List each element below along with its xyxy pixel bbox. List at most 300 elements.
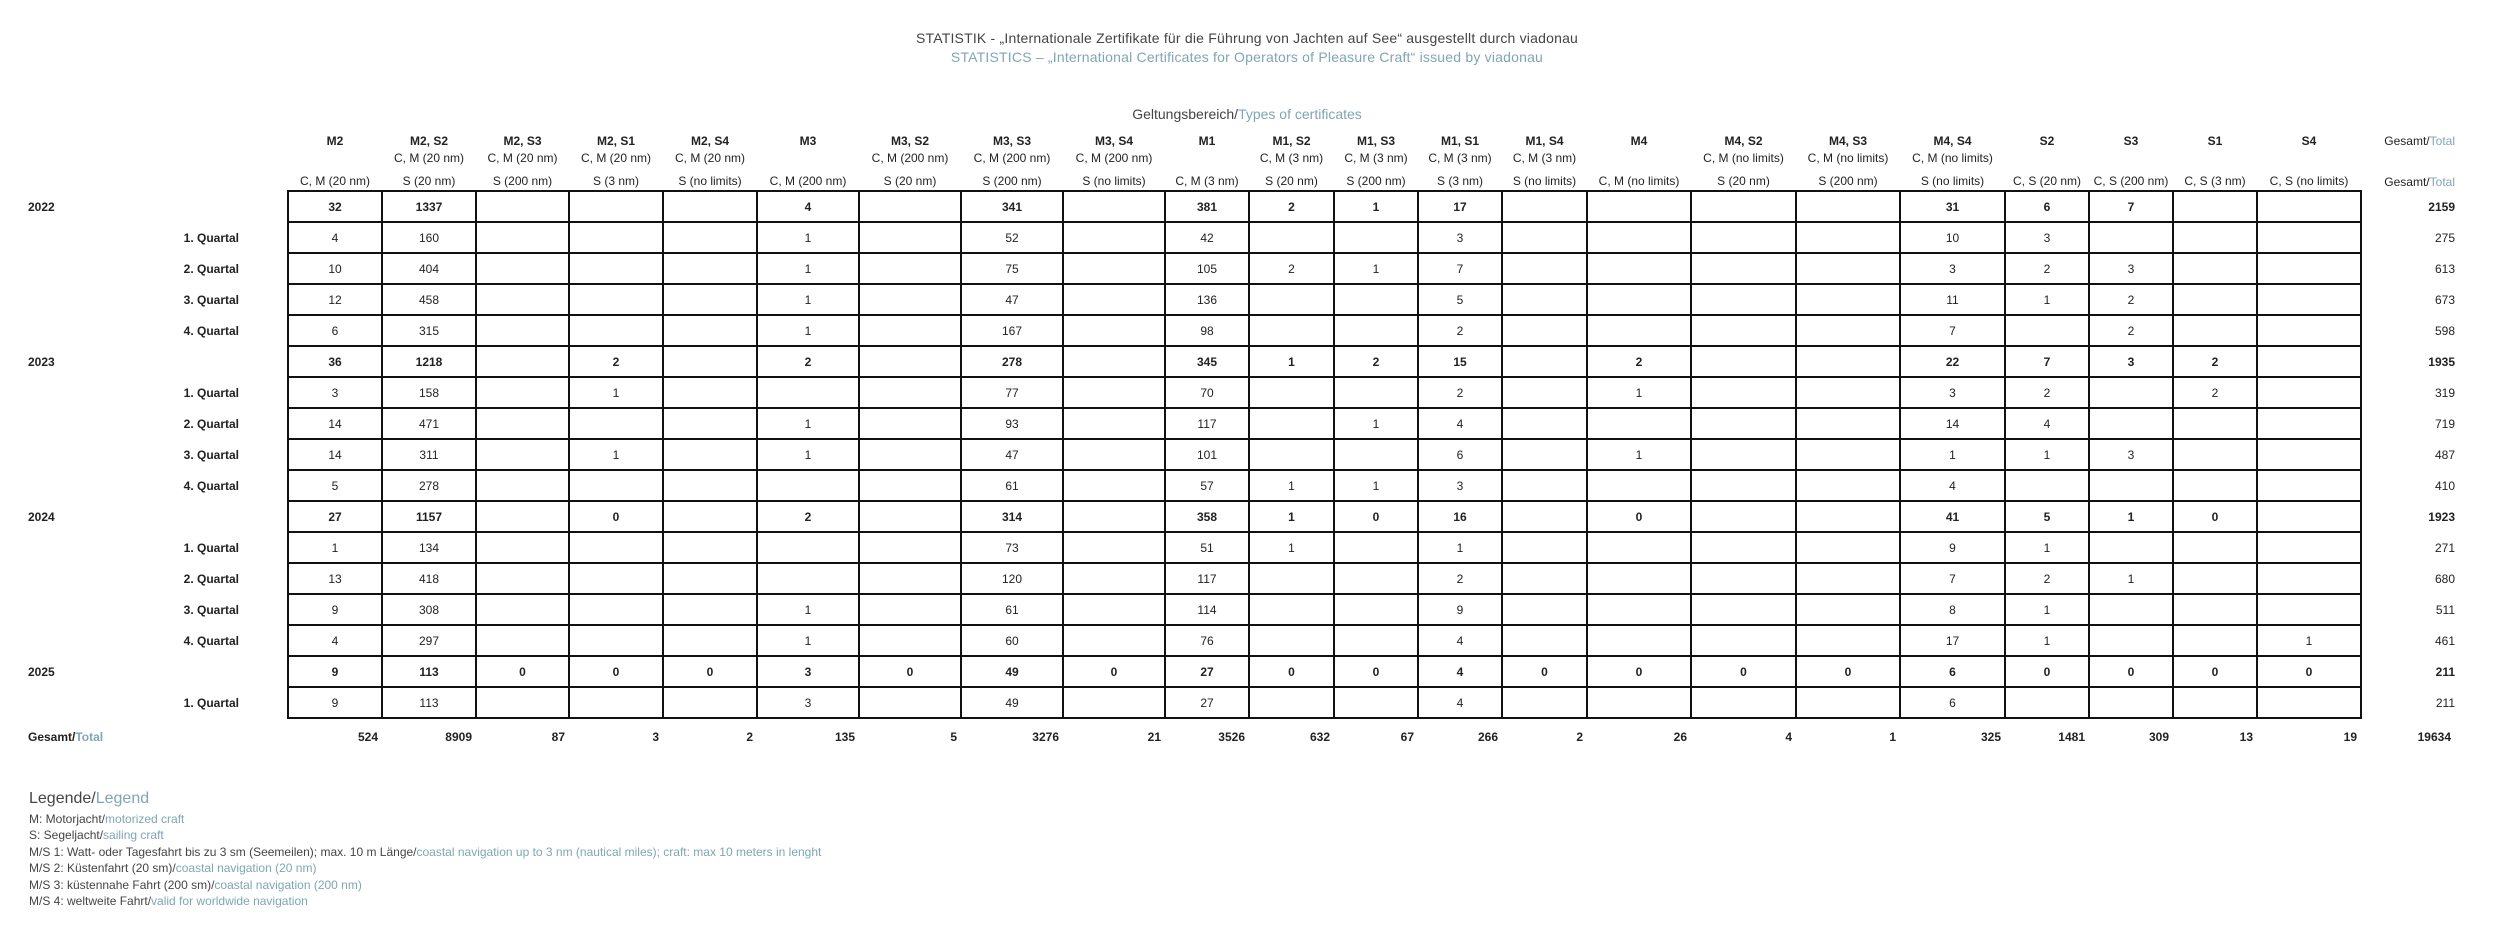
column-total: 3: [652, 730, 659, 744]
table-cell: [2005, 687, 2089, 718]
table-cell: 117: [1165, 408, 1249, 439]
table-cell: 0: [569, 501, 663, 532]
column-header-scope: S (200 nm): [1346, 174, 1406, 188]
table-cell: 42: [1165, 222, 1249, 253]
legend-title: [29, 791, 821, 808]
table-cell: [757, 377, 859, 408]
column-header-scope: C, S (3 nm): [2184, 174, 2246, 188]
row-total: 598: [2434, 323, 2455, 338]
row-label: 2. Quartal: [183, 416, 239, 431]
table-cell: 0: [1249, 656, 1334, 687]
table-cell: [1502, 284, 1587, 315]
table-cell: 27: [1165, 687, 1249, 718]
table-cell: [2257, 470, 2361, 501]
table-cell: 358: [1165, 501, 1249, 532]
column-header-scope: S (3 nm): [1436, 174, 1483, 188]
table-cell: 3: [2089, 253, 2173, 284]
table-cell: 31: [1900, 191, 2005, 222]
table-cell: 1: [757, 439, 859, 470]
table-cell: [757, 470, 859, 501]
table-cell: 2: [569, 346, 663, 377]
table-cell: 70: [1165, 377, 1249, 408]
table-cell: [1063, 346, 1165, 377]
table-cell: [1691, 377, 1796, 408]
table-cell: 73: [961, 532, 1063, 563]
table-cell: 22: [1900, 346, 2005, 377]
table-cell: [1063, 377, 1165, 408]
table-cell: 2: [2173, 377, 2257, 408]
table-cell: 9: [288, 656, 382, 687]
column-header-name: M1, S1: [1440, 134, 1479, 148]
table-cell: [2257, 687, 2361, 718]
table-cell: [2257, 439, 2361, 470]
table-cell: [663, 439, 757, 470]
table-cell: [1796, 532, 1900, 563]
table-cell: [476, 470, 569, 501]
table-cell: [476, 687, 569, 718]
table-cell: [1587, 408, 1691, 439]
table-cell: 1: [1334, 253, 1418, 284]
table-cell: 1: [1900, 439, 2005, 470]
table-cell: 4: [1418, 656, 1502, 687]
table-cell: [2089, 594, 2173, 625]
legend-item: [29, 827, 821, 844]
table-cell: [1796, 315, 1900, 346]
table-cell: 0: [1691, 656, 1796, 687]
table-cell: 404: [382, 253, 476, 284]
title-german: STATISTIK - „Internationale Zertifikate für die Führung von Jachten auf See“ ausgestellt durch viadonau: [915, 30, 1579, 46]
total-label-de: Gesamt/: [2384, 134, 2430, 148]
row-label: 4. Quartal: [183, 633, 239, 648]
table-cell: [2257, 377, 2361, 408]
table-cell: [2257, 408, 2361, 439]
table-cell: 315: [382, 315, 476, 346]
table-cell: [1502, 408, 1587, 439]
column-header-scope: C, M (20 nm): [393, 151, 464, 165]
grand-total-row: [28, 718, 2455, 755]
table-cell: [1063, 222, 1165, 253]
column-header-scope: [2089, 150, 2173, 167]
table-cell: [1796, 253, 1900, 284]
quarter-row: [28, 563, 2455, 594]
table-cell: [1691, 315, 1796, 346]
table-cell: [1063, 284, 1165, 315]
column-header-scope: S (20 nm): [1717, 174, 1770, 188]
table-cell: [1587, 253, 1691, 284]
table-cell: 0: [569, 656, 663, 687]
table-cell: 1: [2005, 284, 2089, 315]
table-cell: 0: [1587, 656, 1691, 687]
quarter-row: [28, 315, 2455, 346]
table-cell: [663, 501, 757, 532]
table-cell: 1: [1249, 346, 1334, 377]
table-cell: 0: [476, 656, 569, 687]
table-cell: 1337: [382, 191, 476, 222]
table-cell: [1502, 625, 1587, 656]
column-header-scope: C, M (3 nm): [1428, 151, 1492, 165]
column-total: 632: [1309, 730, 1330, 744]
table-cell: [2089, 470, 2173, 501]
table-cell: [1796, 439, 1900, 470]
table-cell: 4: [1418, 687, 1502, 718]
table-cell: 1: [1418, 532, 1502, 563]
table-cell: 3: [1900, 377, 2005, 408]
table-cell: 2: [1249, 191, 1334, 222]
table-cell: [2089, 377, 2173, 408]
column-header-scope: C, M (200 nm): [769, 174, 847, 188]
table-cell: [663, 532, 757, 563]
table-cell: [1502, 563, 1587, 594]
table-cell: 1: [569, 439, 663, 470]
column-header-name: M2, S4: [690, 134, 729, 148]
table-cell: [1691, 594, 1796, 625]
table-cell: [757, 563, 859, 594]
column-header-scope: C, M (no limits): [1807, 151, 1889, 165]
table-cell: 14: [288, 439, 382, 470]
table-cell: 2: [1334, 346, 1418, 377]
table-cell: [1796, 470, 1900, 501]
table-cell: [1249, 377, 1334, 408]
table-cell: [2173, 222, 2257, 253]
table-cell: [1502, 346, 1587, 377]
table-cell: [2173, 253, 2257, 284]
column-header-scope: C, M (20 nm): [487, 151, 558, 165]
table-cell: [1063, 191, 1165, 222]
table-cell: [476, 222, 569, 253]
table-cell: 61: [961, 470, 1063, 501]
column-header-name: M4, S4: [1933, 134, 1972, 148]
table-cell: [1796, 191, 1900, 222]
table-cell: 1: [2089, 501, 2173, 532]
table-cell: [2173, 625, 2257, 656]
table-cell: 308: [382, 594, 476, 625]
column-header-scope: C, M (200 nm): [973, 151, 1051, 165]
header-spacer: [28, 150, 288, 167]
table-cell: 61: [961, 594, 1063, 625]
total-label-en: Total: [2429, 134, 2455, 148]
table-cell: [1249, 315, 1334, 346]
table-cell: 341: [961, 191, 1063, 222]
table-cell: [1796, 594, 1900, 625]
table-cell: 4: [1418, 408, 1502, 439]
column-header-scope: S (no limits): [1920, 174, 1985, 188]
table-cell: [1063, 470, 1165, 501]
legend-item-de: M/S 1: Watt- oder Tagesfahrt bis zu 3 sm (Seemeilen); max. 10 m Länge/: [29, 844, 417, 859]
table-cell: 3: [2089, 346, 2173, 377]
table-cell: [1587, 191, 1691, 222]
row-label: 2025: [28, 664, 55, 679]
table-cell: [1249, 439, 1334, 470]
table-cell: [2089, 532, 2173, 563]
table-cell: [859, 625, 961, 656]
table-cell: 10: [1900, 222, 2005, 253]
table-cell: [1587, 315, 1691, 346]
column-header-scope: [1587, 150, 1691, 167]
table-cell: 1: [2005, 439, 2089, 470]
column-header-total: [2361, 167, 2455, 191]
row-total: 613: [2434, 261, 2455, 276]
table-cell: [476, 377, 569, 408]
row-total: 487: [2434, 447, 2455, 462]
table-cell: [859, 346, 961, 377]
table-cell: [1334, 687, 1418, 718]
table-cell: [569, 532, 663, 563]
row-label: 3. Quartal: [183, 602, 239, 617]
table-cell: 278: [961, 346, 1063, 377]
table-cell: [1334, 532, 1418, 563]
total-label-de: Gesamt/: [2384, 175, 2430, 189]
row-total: 461: [2434, 633, 2455, 648]
scope-label-de: Geltungsbereich/: [1132, 106, 1239, 122]
table-cell: [2173, 470, 2257, 501]
table-cell: [1063, 439, 1165, 470]
row-label: 3. Quartal: [183, 292, 239, 307]
table-cell: [569, 315, 663, 346]
row-total: 673: [2434, 292, 2455, 307]
table-cell: [1334, 222, 1418, 253]
legend-title-de: Legende/: [29, 790, 96, 807]
legend-item: [29, 844, 821, 861]
table-cell: [2257, 563, 2361, 594]
column-total: 87: [551, 730, 565, 744]
table-cell: [1691, 532, 1796, 563]
column-header-name: M3, S3: [992, 134, 1031, 148]
table-cell: 16: [1418, 501, 1502, 532]
table-cell: 1: [757, 594, 859, 625]
table-cell: [859, 315, 961, 346]
table-cell: [2173, 439, 2257, 470]
table-cell: 47: [961, 284, 1063, 315]
table-cell: 1: [1334, 470, 1418, 501]
table-cell: [1796, 625, 1900, 656]
table-cell: [1334, 439, 1418, 470]
column-header-scope: S (20 nm): [1265, 174, 1318, 188]
table-cell: 14: [288, 408, 382, 439]
table-cell: 9: [288, 594, 382, 625]
table-cell: [1587, 625, 1691, 656]
table-cell: 3: [1418, 470, 1502, 501]
grand-total-label-de: Gesamt/: [28, 729, 76, 744]
column-header-scope: S (200 nm): [982, 174, 1042, 188]
row-label: 2. Quartal: [183, 571, 239, 586]
scope-label-en: Types of certificates: [1238, 106, 1362, 122]
column-header-scope: S (20 nm): [402, 174, 456, 188]
column-header-name: M4, S2: [1724, 134, 1763, 148]
table-cell: 2: [2089, 315, 2173, 346]
table-cell: 1218: [382, 346, 476, 377]
column-header-name: M1: [1198, 134, 1216, 148]
legend-item-en: coastal navigation (20 nm): [175, 861, 317, 875]
table-cell: [859, 191, 961, 222]
quarter-row: [28, 532, 2455, 563]
table-cell: 120: [961, 563, 1063, 594]
legend-item: [29, 877, 821, 894]
table-cell: [2089, 687, 2173, 718]
table-cell: 7: [2005, 346, 2089, 377]
table-cell: [1691, 284, 1796, 315]
table-cell: [1796, 377, 1900, 408]
table-cell: 5: [1418, 284, 1502, 315]
legend-item-de: M/S 4: weltweite Fahrt/: [29, 894, 152, 908]
table-cell: [1063, 408, 1165, 439]
table-cell: [1691, 625, 1796, 656]
quarter-row: [28, 594, 2455, 625]
table-cell: [1587, 470, 1691, 501]
table-cell: [1334, 315, 1418, 346]
table-cell: [2257, 222, 2361, 253]
table-cell: [859, 594, 961, 625]
table-cell: [859, 470, 961, 501]
column-total: 21: [1147, 730, 1161, 744]
table-cell: [1691, 687, 1796, 718]
table-cell: 167: [961, 315, 1063, 346]
table-cell: 13: [288, 563, 382, 594]
row-label: 2022: [28, 199, 55, 214]
table-cell: [569, 470, 663, 501]
table-cell: 381: [1165, 191, 1249, 222]
column-header-scope: S (3 nm): [592, 174, 639, 188]
column-header-scope: C, M (3 nm): [1259, 151, 1324, 165]
table-cell: [663, 222, 757, 253]
column-header-scope: C, S (200 nm): [2093, 174, 2169, 188]
column-header-scope: [757, 150, 859, 167]
table-cell: [2173, 563, 2257, 594]
table-cell: [663, 470, 757, 501]
column-header-name: M2, S2: [409, 134, 448, 148]
table-cell: [663, 408, 757, 439]
quarter-row: [28, 222, 2455, 253]
table-cell: [1691, 563, 1796, 594]
row-label: 1. Quartal: [183, 540, 239, 555]
column-total: 3276: [1032, 730, 1059, 744]
column-total: 3526: [1218, 730, 1245, 744]
table-cell: [569, 253, 663, 284]
column-header-scope: C, M (no limits): [1598, 174, 1680, 188]
column-header-scope: C, M (20 nm): [580, 151, 651, 165]
table-cell: [2173, 191, 2257, 222]
table-cell: [859, 408, 961, 439]
table-cell: 27: [1165, 656, 1249, 687]
column-header-name: M1, S3: [1356, 134, 1395, 148]
table-cell: [2089, 408, 2173, 439]
row-total: 410: [2434, 478, 2455, 493]
column-header-scope: S (200 nm): [1818, 174, 1878, 188]
table-cell: [1334, 594, 1418, 625]
table-cell: 17: [1418, 191, 1502, 222]
table-cell: 117: [1165, 563, 1249, 594]
table-cell: [569, 594, 663, 625]
table-cell: 4: [288, 625, 382, 656]
table-cell: 0: [1502, 656, 1587, 687]
table-cell: [1502, 470, 1587, 501]
column-header-scope: C, M (no limits): [1703, 151, 1784, 165]
legend-item-en: coastal navigation up to 3 nm (nautical miles); craft: max 10 meters in lenght: [416, 844, 822, 859]
quarter-row: [28, 377, 2455, 408]
table-cell: 1: [757, 222, 859, 253]
table-cell: 2: [1249, 253, 1334, 284]
table-cell: [2257, 191, 2361, 222]
table-cell: 1: [1249, 470, 1334, 501]
table-cell: 6: [1900, 687, 2005, 718]
table-cell: [1796, 563, 1900, 594]
column-total: 2: [746, 730, 753, 744]
table-cell: [1691, 346, 1796, 377]
row-total: 511: [2435, 602, 2455, 617]
column-header-name: M1, S4: [1525, 134, 1564, 148]
column-total: 2: [1576, 730, 1583, 744]
table-cell: 158: [382, 377, 476, 408]
grand-total-value: 19634: [2417, 729, 2451, 744]
table-cell: 7: [2089, 191, 2173, 222]
table-cell: 57: [1165, 470, 1249, 501]
row-total: 271: [2434, 540, 2455, 555]
table-cell: 7: [1418, 253, 1502, 284]
statistics-table: [28, 133, 2455, 755]
table-cell: 1: [2005, 594, 2089, 625]
legend-item-de: M/S 2: Küstenfahrt (20 sm)/: [29, 861, 176, 875]
table-cell: [1502, 315, 1587, 346]
table-cell: 93: [961, 408, 1063, 439]
table-cell: 3: [288, 377, 382, 408]
title-english: STATISTICS – „International Certificates for Operators of Pleasure Craft“ issued by viadonau: [950, 49, 1544, 65]
table-cell: [2257, 253, 2361, 284]
table-cell: [569, 191, 663, 222]
table-cell: [569, 284, 663, 315]
table-cell: 297: [382, 625, 476, 656]
table-cell: 1: [1587, 377, 1691, 408]
legend-item: [29, 860, 821, 877]
table-cell: 2: [2173, 346, 2257, 377]
column-header-scope: [2173, 150, 2257, 167]
grand-total-label: [28, 718, 288, 755]
legend-item-de: M: Motorjacht/: [29, 811, 106, 826]
table-cell: [1334, 625, 1418, 656]
table-cell: [2173, 408, 2257, 439]
table-cell: [1502, 594, 1587, 625]
row-label: 2024: [28, 509, 55, 524]
table-cell: 15: [1418, 346, 1502, 377]
column-total: 1481: [2058, 730, 2085, 744]
table-cell: [2257, 501, 2361, 532]
table-cell: [1502, 377, 1587, 408]
legend-item-de: S: Segeljacht/: [29, 828, 104, 842]
header-row-scope-2: [28, 167, 2455, 191]
column-header-name: S4: [2301, 134, 2317, 148]
quarter-row: [28, 408, 2455, 439]
row-total: 211: [2435, 695, 2455, 710]
table-cell: 1: [2089, 563, 2173, 594]
table-cell: 17: [1900, 625, 2005, 656]
legend-item: [29, 811, 821, 828]
table-cell: 75: [961, 253, 1063, 284]
row-label: 2023: [28, 354, 55, 369]
table-cell: 14: [1900, 408, 2005, 439]
table-cell: 6: [288, 315, 382, 346]
column-header-name: M1, S2: [1272, 134, 1311, 148]
table-cell: [1502, 501, 1587, 532]
table-cell: 471: [382, 408, 476, 439]
table-cell: 2: [2005, 253, 2089, 284]
table-cell: [1063, 501, 1165, 532]
year-row: [28, 191, 2455, 222]
table-cell: [2257, 284, 2361, 315]
column-header-name: S1: [2207, 134, 2223, 148]
column-header-name: S2: [2039, 134, 2055, 148]
table-cell: 4: [1900, 470, 2005, 501]
table-cell: 6: [1418, 439, 1502, 470]
table-cell: 0: [1334, 656, 1418, 687]
table-cell: 3: [757, 656, 859, 687]
